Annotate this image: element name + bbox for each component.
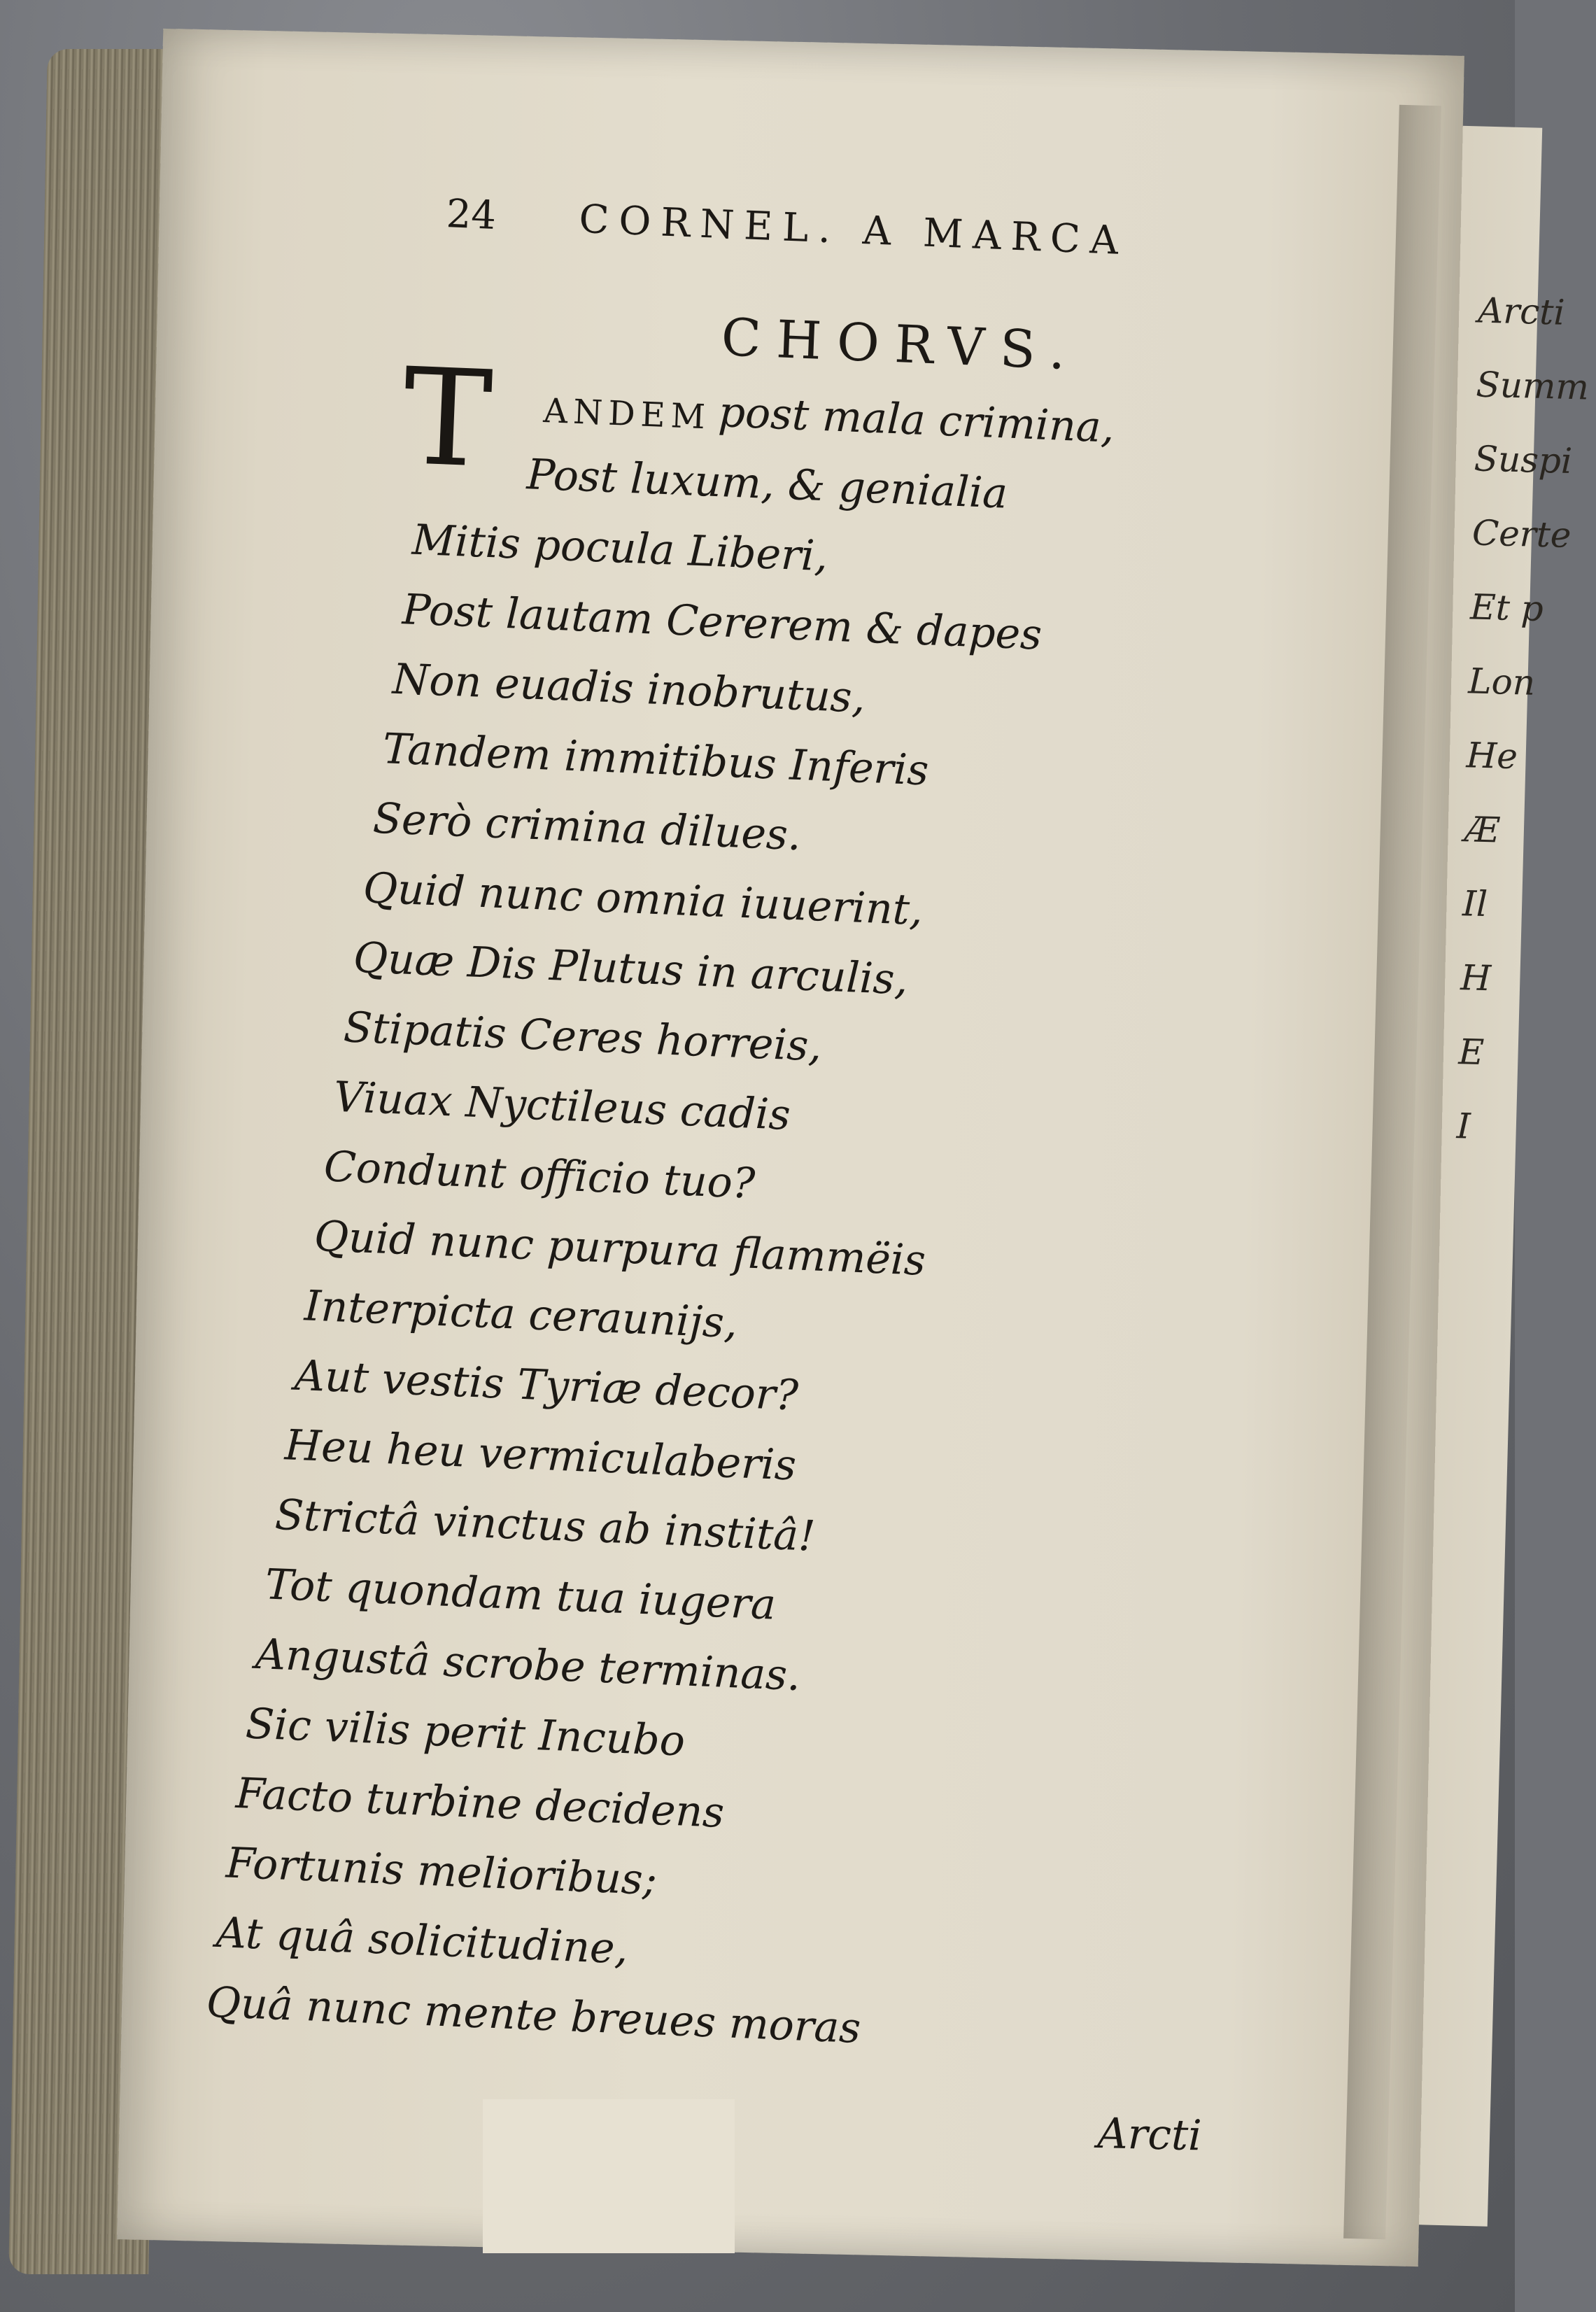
verse-line: Quid nunc omnia iuuerint, bbox=[362, 864, 924, 936]
facing-fragment: Lon bbox=[1467, 661, 1536, 703]
verse-line: Condunt officio tuo? bbox=[323, 1142, 756, 1208]
verse-line: Stipatis Ceres horreis, bbox=[342, 1003, 823, 1071]
paper-patch bbox=[483, 2099, 735, 2253]
verse-line: Serò crimina dilues. bbox=[372, 794, 803, 861]
verse-line: Non euadis inobrutus, bbox=[391, 654, 866, 723]
verse-line: Aut vestis Tyriæ decor? bbox=[293, 1351, 800, 1421]
facing-fragment: Æ bbox=[1464, 809, 1500, 851]
verse-line: Mitis pocula Liberi, bbox=[411, 515, 829, 581]
section-title: CHORVS. bbox=[720, 307, 1082, 382]
facing-fragment: He bbox=[1465, 735, 1518, 777]
facing-fragment: Il bbox=[1462, 883, 1488, 925]
page-text-block bbox=[205, 175, 1315, 2161]
verse-line: Post lautam Cererem & dapes bbox=[401, 585, 1043, 660]
facing-fragment: Certe bbox=[1471, 512, 1572, 556]
verse-line: Viuax Nyctileus cadis bbox=[332, 1072, 791, 1140]
verse-line: Tot quondam tua iugera bbox=[264, 1560, 777, 1630]
verse-line: Facto turbine decidens bbox=[234, 1768, 726, 1838]
first-word-caps: ANDEM bbox=[542, 390, 712, 437]
facing-fragment: Arcti bbox=[1477, 290, 1566, 333]
facing-fragment: Et p bbox=[1469, 586, 1544, 630]
facing-fragment: H bbox=[1460, 957, 1492, 999]
verse-line: Tandem immitibus Inferis bbox=[381, 724, 930, 796]
facing-fragment: Suspi bbox=[1474, 438, 1573, 482]
running-head: CORNEL. A MARCA bbox=[578, 196, 1129, 265]
drop-cap: T bbox=[400, 339, 495, 498]
verse-line: post mala crimina, bbox=[717, 388, 1115, 453]
facing-fragment: I bbox=[1456, 1106, 1471, 1147]
verse-line: Quæ Dis Plutus in arculis, bbox=[352, 933, 909, 1005]
verse-line: Post luxum, & genialia bbox=[525, 450, 1009, 519]
verse-line: Interpicta ceraunijs, bbox=[303, 1281, 739, 1348]
verse-line: Heu heu vermiculaberis bbox=[283, 1421, 798, 1490]
verse-line: Strictâ vinctus ab institâ! bbox=[274, 1490, 817, 1561]
catchword: Arcti bbox=[1096, 2109, 1203, 2161]
facing-fragment: Summ bbox=[1475, 364, 1590, 408]
verse-line: Sic vilis perit Incubo bbox=[244, 1699, 686, 1766]
facing-fragment: E bbox=[1457, 1031, 1485, 1073]
page-number: 24 bbox=[445, 191, 497, 239]
verse-line: Quid nunc purpura flammëis bbox=[313, 1211, 927, 1285]
verse-line: Angustâ scrobe terminas. bbox=[254, 1629, 802, 1701]
verse-line: Quâ nunc mente breues moras bbox=[205, 1978, 862, 2053]
verse-line: At quâ solicitudine, bbox=[215, 1908, 629, 1974]
verse-line: Fortunis melioribus; bbox=[225, 1838, 658, 1905]
